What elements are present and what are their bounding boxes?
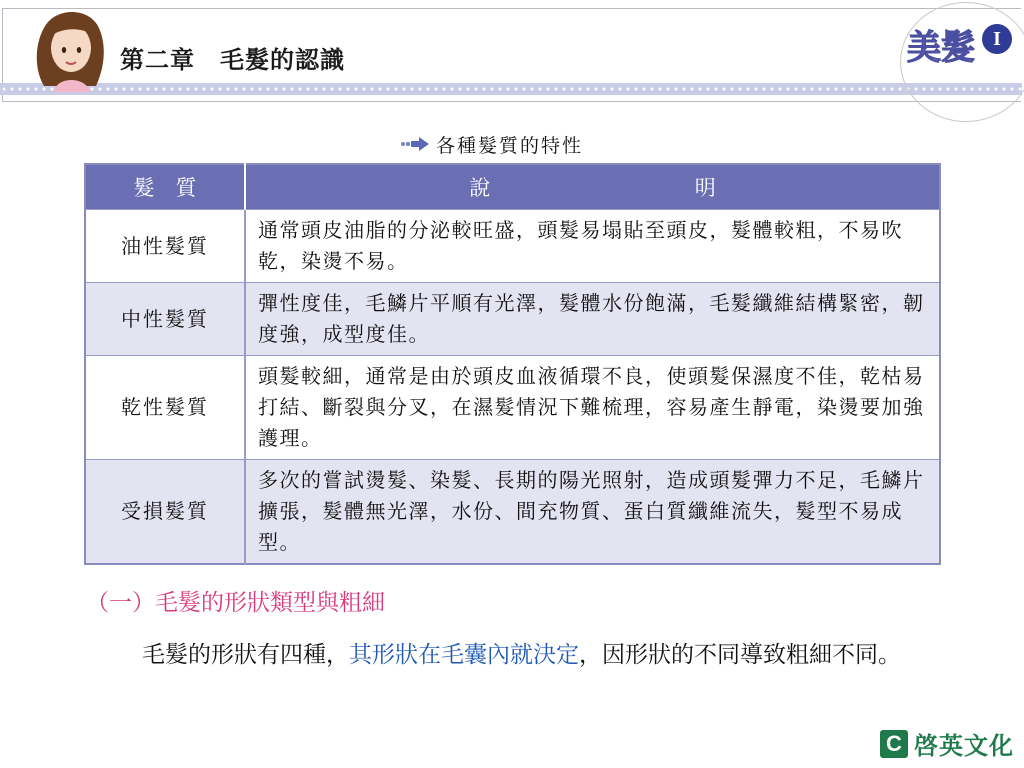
header-description (245, 164, 940, 210)
header-hair-type-label: 髮 質 (133, 176, 197, 200)
description-cell: 通常頭皮油脂的分泌較旺盛，頭髮易塌貼至頭皮，髮體較粗，不易吹乾，染燙不易。 (245, 210, 940, 283)
hair-type-cell: 受損髮質 (85, 460, 245, 565)
header-description-right: 明 (694, 176, 716, 200)
hair-type-cell: 中性髮質 (85, 283, 245, 356)
header-dotted-band (0, 83, 1022, 95)
hair-type-cell: 乾性髮質 (85, 356, 245, 460)
paragraph-text-start: 毛髮的形狀有四種， (142, 642, 349, 668)
paragraph-highlight: 其形狀在毛囊內就決定 (349, 642, 579, 668)
publisher-mark-icon: C (880, 730, 908, 758)
chapter-title: 第二章 毛髮的認識 (120, 46, 345, 74)
publisher-name: 啓英文化 (914, 731, 1014, 760)
page-header (0, 0, 1024, 104)
body-paragraph (86, 632, 946, 679)
table-caption-text: 各種髮質的特性 (436, 134, 584, 157)
paragraph-text-end: ，因形狀的不同導致粗細不同。 (579, 642, 901, 668)
brand-badge: I (982, 24, 1012, 54)
table-header-row (85, 164, 940, 210)
arrow-right-icon (400, 137, 430, 151)
publisher-logo (880, 726, 1014, 761)
table-row (85, 460, 940, 565)
description-cell: 頭髮較細，通常是由於頭皮血液循環不良，使頭髮保濕度不佳，乾枯易打結、斷裂與分叉，在濕髮情況下難梳理，容易產生靜電，染燙要加強護理。 (245, 356, 940, 460)
table-row (85, 210, 940, 283)
brand-logo: 美髮 (907, 28, 975, 68)
girl-illustration-icon (26, 6, 112, 92)
table-row (85, 283, 940, 356)
table-row (85, 356, 940, 460)
header-description-left: 說 (469, 176, 491, 200)
description-cell: 多次的嘗試燙髮、染髮、長期的陽光照射，造成頭髮彈力不足，毛鱗片擴張，髮體無光澤，水份、間充物質、蛋白質纖維流失，髮型不易成型。 (245, 460, 940, 565)
description-cell: 彈性度佳，毛鱗片平順有光澤，髮體水份飽滿，毛髮纖維結構緊密，韌度強，成型度佳。 (245, 283, 940, 356)
hair-type-cell: 油性髮質 (85, 210, 245, 283)
table-caption (400, 132, 583, 156)
section-heading: （一）毛髮的形狀類型與粗細 (86, 590, 385, 616)
header-hair-type (85, 164, 245, 210)
hair-type-table (84, 163, 941, 565)
